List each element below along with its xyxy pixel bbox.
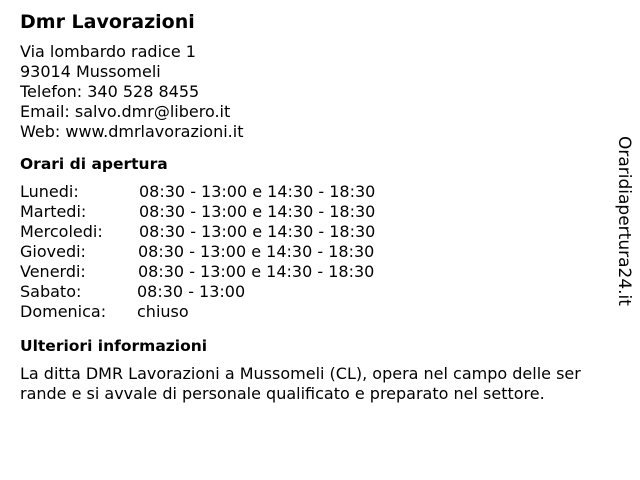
web-line: Web: www.dmrlavorazioni.it: [20, 122, 244, 141]
city-line: 93014 Mussomeli: [20, 62, 161, 81]
day-hours: 08:30 - 13:00 e 14:30 - 18:30: [138, 242, 375, 261]
info-title: Ulteriori informazioni: [20, 337, 208, 355]
day-label: Mercoledi:: [20, 222, 103, 241]
business-name: Dmr Lavorazioni: [20, 11, 195, 33]
day-hours: 08:30 - 13:00 e 14:30 - 18:30: [139, 222, 376, 241]
info-text: [20, 364, 610, 404]
info-line: rande e si avvale di personale qualificato e preparato nel settore.: [20, 384, 545, 403]
day-hours: 08:30 - 13:00 e 14:30 - 18:30: [139, 182, 376, 201]
day-label: Domenica:: [20, 302, 107, 321]
phone-line: Telefon: 340 528 8455: [20, 82, 200, 101]
business-card: [20, 10, 610, 404]
hours-row-monday: [20, 182, 610, 202]
hours-title: Orari di apertura: [20, 155, 168, 173]
hours-row-sunday: [20, 302, 610, 322]
info-line: La ditta DMR Lavorazioni a Mussomeli (CL), opera nel campo delle ser: [20, 364, 581, 383]
day-hours: chiuso: [137, 302, 189, 321]
hours-table: [20, 182, 610, 322]
day-hours: 08:30 - 13:00 e 14:30 - 18:30: [139, 202, 376, 221]
email-line: Email: salvo.dmr@libero.it: [20, 102, 231, 121]
day-label: Giovedi:: [20, 242, 86, 261]
watermark-text: Oraridiapertura24.it: [614, 136, 634, 306]
day-label: Venerdi:: [20, 262, 86, 281]
hours-row-wednesday: [20, 222, 610, 242]
day-label: Sabato:: [20, 282, 82, 301]
hours-row-saturday: [20, 282, 610, 302]
day-label: Martedi:: [20, 202, 87, 221]
day-hours: 08:30 - 13:00: [137, 282, 246, 301]
hours-row-friday: [20, 262, 610, 282]
address-line: Via lombardo radice 1: [20, 42, 196, 61]
day-hours: 08:30 - 13:00 e 14:30 - 18:30: [138, 262, 375, 281]
day-label: Lunedi:: [20, 182, 79, 201]
hours-row-tuesday: [20, 202, 610, 222]
hours-row-thursday: [20, 242, 610, 262]
contact-block: [20, 42, 610, 142]
